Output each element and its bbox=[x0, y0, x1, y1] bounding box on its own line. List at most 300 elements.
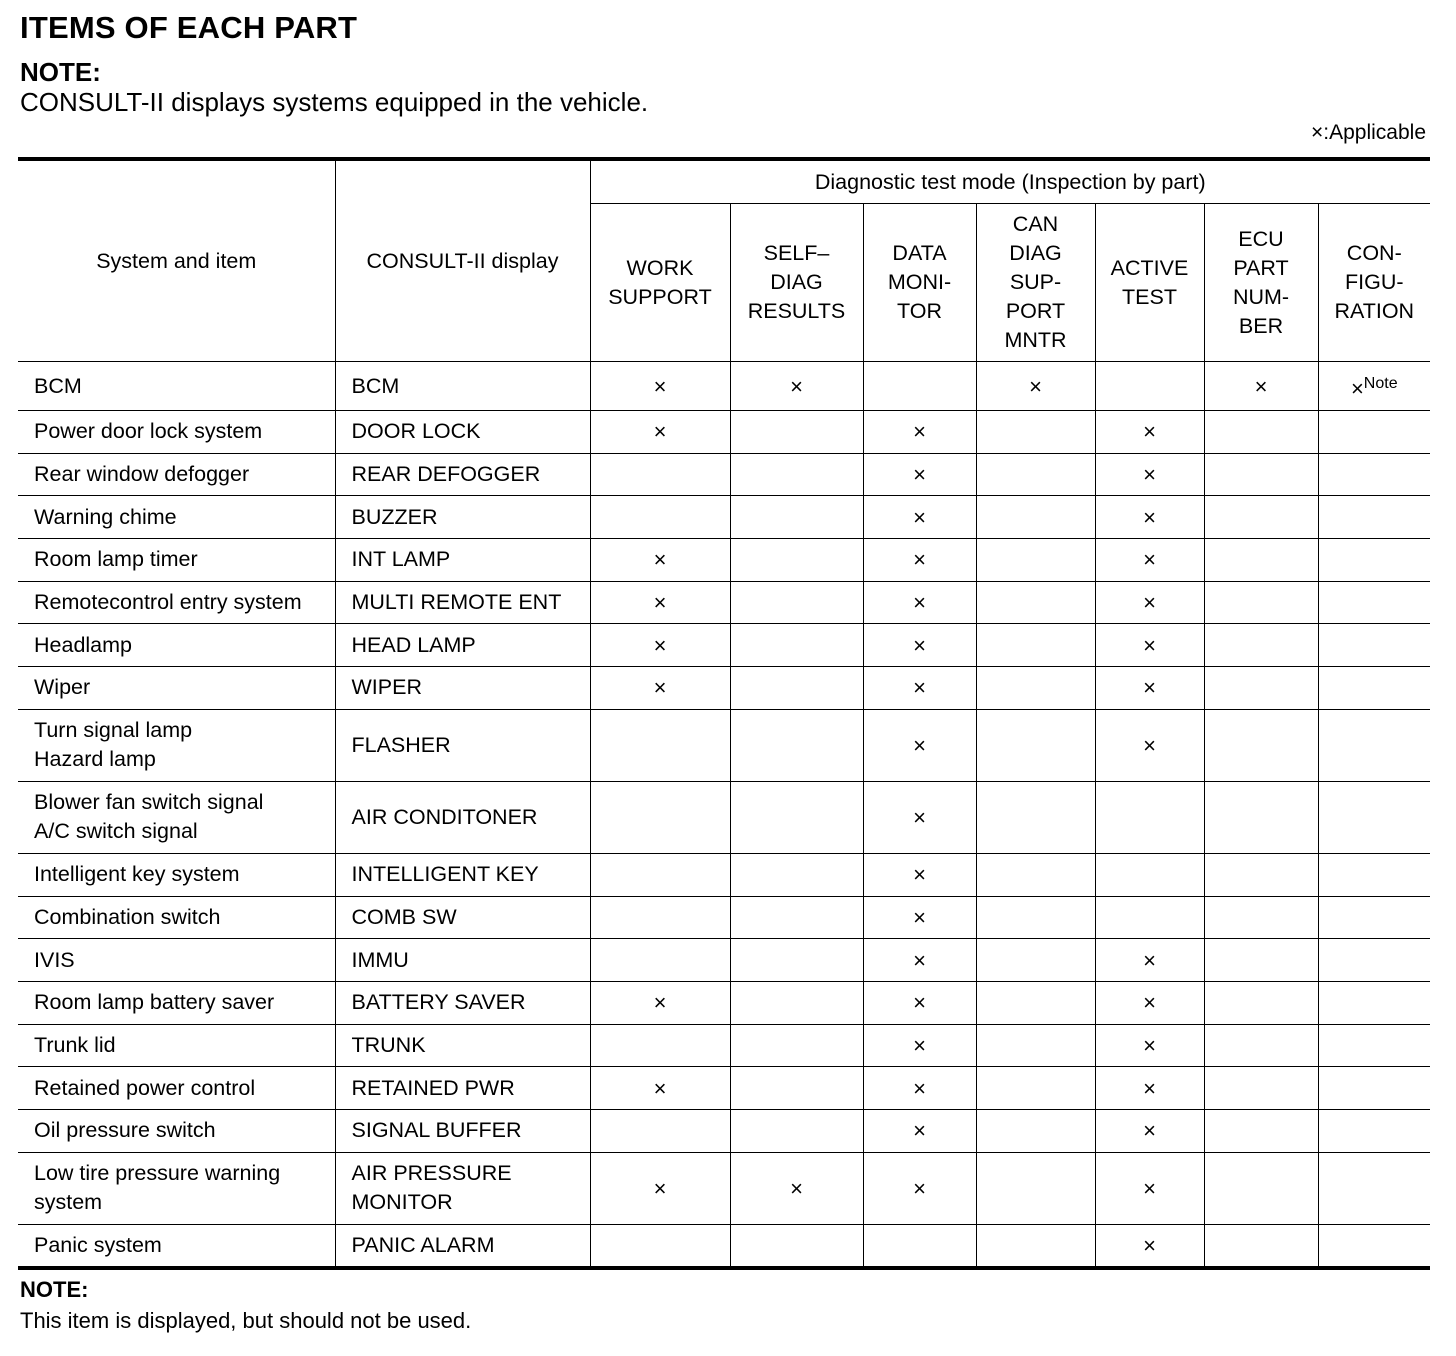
text-line: IMMU bbox=[351, 947, 409, 972]
mark-cell-ecu-part-number bbox=[1204, 453, 1318, 496]
mark-cell-active-test bbox=[1095, 581, 1204, 624]
mark-cell-active-test bbox=[1095, 781, 1204, 853]
text-line: Blower fan switch signal bbox=[34, 790, 264, 815]
text-line: REAR DEFOGGER bbox=[351, 462, 541, 487]
consult-display-cell bbox=[335, 667, 590, 710]
applicable-mark: × bbox=[913, 904, 926, 930]
mark-cell-ecu-part-number bbox=[1204, 539, 1318, 582]
consult-display-cell bbox=[335, 539, 590, 582]
system-item-cell bbox=[18, 939, 335, 982]
mark-cell-can-diag-support-mntr bbox=[976, 781, 1095, 853]
text-line: CON- bbox=[1346, 241, 1402, 265]
system-item-cell bbox=[18, 1152, 335, 1224]
mark-cell-work-support bbox=[590, 624, 730, 667]
mark-cell-configuration bbox=[1318, 781, 1430, 853]
mark-cell-active-test bbox=[1095, 709, 1204, 781]
applicable-mark: × bbox=[653, 990, 667, 1016]
applicable-mark: × bbox=[913, 732, 926, 758]
mark-cell-ecu-part-number bbox=[1204, 496, 1318, 539]
mark-cell-ecu-part-number bbox=[1204, 1224, 1318, 1268]
mark-cell-data-monitor bbox=[863, 1024, 976, 1067]
applicable-mark: × bbox=[913, 675, 926, 701]
header-active-test bbox=[1095, 204, 1204, 362]
mark-cell-data-monitor bbox=[863, 709, 976, 781]
mark-cell-active-test bbox=[1095, 624, 1204, 667]
header-data-monitor bbox=[863, 204, 976, 362]
mark-cell-work-support bbox=[590, 411, 730, 454]
mark-cell-data-monitor bbox=[863, 1224, 976, 1268]
header-work-support bbox=[590, 204, 730, 362]
consult-display-cell bbox=[335, 624, 590, 667]
mark-cell-active-test bbox=[1095, 1109, 1204, 1152]
mark-cell-self-diag-results bbox=[730, 981, 863, 1024]
system-item-cell bbox=[18, 624, 335, 667]
table-row bbox=[18, 539, 1430, 582]
text-line: DIAG bbox=[770, 270, 823, 294]
consult-display-cell bbox=[335, 781, 590, 853]
mark-cell-work-support bbox=[590, 1024, 730, 1067]
applicable-mark: × bbox=[790, 373, 803, 399]
applicable-mark: × bbox=[653, 1075, 667, 1101]
applicable-mark: × bbox=[1143, 675, 1156, 701]
applicable-mark: × bbox=[653, 675, 667, 701]
mark-cell-data-monitor bbox=[863, 496, 976, 539]
table-row bbox=[18, 411, 1430, 454]
mark-cell-ecu-part-number bbox=[1204, 853, 1318, 896]
consult-display-cell bbox=[335, 939, 590, 982]
text-line: DATA bbox=[892, 241, 947, 265]
applicable-mark: × bbox=[913, 1175, 926, 1201]
mark-cell-work-support bbox=[590, 1109, 730, 1152]
text-line: Retained power control bbox=[34, 1075, 256, 1100]
mark-cell-active-test bbox=[1095, 539, 1204, 582]
text-line: TRUNK bbox=[351, 1032, 426, 1057]
text-line: RATION bbox=[1334, 299, 1415, 323]
mark-cell-self-diag-results bbox=[730, 1224, 863, 1268]
applicable-mark: × bbox=[1143, 1232, 1156, 1258]
mark-cell-configuration bbox=[1318, 981, 1430, 1024]
text-line: Trunk lid bbox=[34, 1032, 116, 1057]
consult-display-cell bbox=[335, 709, 590, 781]
applicable-mark: × bbox=[653, 419, 667, 445]
mark-cell-active-test bbox=[1095, 1152, 1204, 1224]
system-item-cell bbox=[18, 981, 335, 1024]
mark-cell-self-diag-results bbox=[730, 581, 863, 624]
text-line: SUPPORT bbox=[608, 284, 712, 309]
text-line: PART bbox=[1233, 255, 1289, 280]
table-row bbox=[18, 981, 1430, 1024]
mark-cell-active-test bbox=[1095, 1067, 1204, 1110]
header-ecu-part-number bbox=[1204, 204, 1318, 362]
mark-cell-self-diag-results bbox=[730, 411, 863, 454]
mark-cell-ecu-part-number bbox=[1204, 362, 1318, 411]
mark-cell-configuration bbox=[1318, 1067, 1430, 1110]
mark-cell-active-test bbox=[1095, 453, 1204, 496]
mark-cell-self-diag-results bbox=[730, 896, 863, 939]
mark-cell-can-diag-support-mntr bbox=[976, 362, 1095, 411]
system-item-cell bbox=[18, 539, 335, 582]
mark-cell-configuration bbox=[1318, 1224, 1430, 1268]
mark-cell-can-diag-support-mntr bbox=[976, 1152, 1095, 1224]
mark-cell-active-test bbox=[1095, 1024, 1204, 1067]
mark-cell-work-support bbox=[590, 496, 730, 539]
applicable-mark: × bbox=[1143, 462, 1156, 488]
mark-cell-self-diag-results bbox=[730, 709, 863, 781]
applicable-mark: × bbox=[1143, 947, 1156, 973]
applicable-mark: × bbox=[653, 373, 667, 399]
applicable-mark: × bbox=[1143, 990, 1156, 1016]
table-row bbox=[18, 1024, 1430, 1067]
text-line: PORT bbox=[1005, 299, 1066, 323]
mark-cell-work-support bbox=[590, 539, 730, 582]
mark-cell-ecu-part-number bbox=[1204, 624, 1318, 667]
text-line: Wiper bbox=[34, 675, 91, 700]
table-row bbox=[18, 781, 1430, 853]
consult-display-cell bbox=[335, 453, 590, 496]
mark-cell-configuration bbox=[1318, 1109, 1430, 1152]
mark-cell-can-diag-support-mntr bbox=[976, 709, 1095, 781]
mark-cell-configuration bbox=[1318, 411, 1430, 454]
table-row bbox=[18, 453, 1430, 496]
applicable-mark: × bbox=[913, 947, 926, 973]
text-line: SIGNAL BUFFER bbox=[351, 1118, 522, 1143]
mark-cell-ecu-part-number bbox=[1204, 709, 1318, 781]
consult-display-cell bbox=[335, 581, 590, 624]
applicable-mark: × bbox=[653, 590, 667, 616]
text-line: SELF– bbox=[763, 241, 830, 265]
mark-cell-data-monitor bbox=[863, 667, 976, 710]
text-line: Room lamp battery saver bbox=[34, 990, 275, 1015]
mark-cell-can-diag-support-mntr bbox=[976, 981, 1095, 1024]
mark-cell-data-monitor bbox=[863, 1067, 976, 1110]
system-item-cell bbox=[18, 781, 335, 853]
mark-cell-ecu-part-number bbox=[1204, 1152, 1318, 1224]
text-line: Hazard lamp bbox=[34, 747, 156, 772]
items-table bbox=[18, 157, 1430, 1270]
applicable-legend: ×:Applicable bbox=[1311, 121, 1426, 144]
text-line: Intelligent key system bbox=[34, 862, 240, 887]
system-item-cell bbox=[18, 853, 335, 896]
mark-cell-ecu-part-number bbox=[1204, 896, 1318, 939]
mark-cell-self-diag-results bbox=[730, 453, 863, 496]
mark-cell-can-diag-support-mntr bbox=[976, 453, 1095, 496]
applicable-mark: × bbox=[1254, 373, 1268, 399]
table-row bbox=[18, 581, 1430, 624]
text-line: RETAINED PWR bbox=[351, 1075, 515, 1100]
applicable-mark: × bbox=[913, 804, 926, 830]
text-line: A/C switch signal bbox=[34, 819, 198, 844]
footer-note-heading: NOTE: bbox=[20, 1277, 89, 1302]
mark-cell-can-diag-support-mntr bbox=[976, 496, 1095, 539]
applicable-mark: × bbox=[1143, 1118, 1156, 1144]
mark-cell-self-diag-results bbox=[730, 1152, 863, 1224]
mark-cell-self-diag-results bbox=[730, 624, 863, 667]
text-line: Remotecontrol entry system bbox=[34, 590, 302, 615]
mark-cell-self-diag-results bbox=[730, 939, 863, 982]
applicable-mark: × bbox=[913, 1032, 926, 1058]
applicable-mark: × bbox=[653, 632, 667, 658]
note-heading: NOTE: bbox=[20, 57, 101, 87]
text-line: NUM- bbox=[1232, 284, 1290, 309]
text-line: Power door lock system bbox=[34, 419, 263, 444]
table-row bbox=[18, 1109, 1430, 1152]
mark-cell-active-test bbox=[1095, 981, 1204, 1024]
mark-cell-work-support bbox=[590, 781, 730, 853]
mark-cell-self-diag-results bbox=[730, 539, 863, 582]
system-item-cell bbox=[18, 581, 335, 624]
mark-cell-active-test bbox=[1095, 411, 1204, 454]
table-row bbox=[18, 624, 1430, 667]
applicable-mark: × bbox=[790, 1175, 803, 1201]
table-row bbox=[18, 362, 1430, 411]
text-line: Warning chime bbox=[34, 504, 177, 529]
mark-cell-self-diag-results bbox=[730, 1109, 863, 1152]
header-can-diag-support-mntr bbox=[976, 204, 1095, 362]
mark-cell-configuration bbox=[1318, 539, 1430, 582]
table-row bbox=[18, 1152, 1430, 1224]
text-line: RESULTS bbox=[747, 299, 846, 323]
consult-display-cell bbox=[335, 362, 590, 411]
mark-cell-work-support bbox=[590, 667, 730, 710]
mark-cell-data-monitor bbox=[863, 581, 976, 624]
applicable-mark: × bbox=[1143, 504, 1156, 530]
mark-cell-ecu-part-number bbox=[1204, 939, 1318, 982]
text-line: BATTERY SAVER bbox=[351, 990, 526, 1015]
mark-cell-work-support bbox=[590, 1067, 730, 1110]
mark-cell-work-support bbox=[590, 853, 730, 896]
mark-cell-active-test bbox=[1095, 853, 1204, 896]
mark-cell-ecu-part-number bbox=[1204, 1024, 1318, 1067]
text-line: PANIC ALARM bbox=[351, 1232, 495, 1257]
applicable-mark: × bbox=[1143, 632, 1156, 658]
mark-cell-work-support bbox=[590, 939, 730, 982]
text-line: MNTR bbox=[1004, 328, 1067, 352]
text-line: Turn signal lamp bbox=[34, 718, 193, 743]
system-item-cell bbox=[18, 709, 335, 781]
applicable-mark: × bbox=[1143, 1032, 1156, 1058]
consult-display-cell bbox=[335, 411, 590, 454]
mark-cell-active-test bbox=[1095, 939, 1204, 982]
mark-cell-can-diag-support-mntr bbox=[976, 624, 1095, 667]
text-line: DIAG bbox=[1009, 241, 1062, 265]
consult-display-cell bbox=[335, 853, 590, 896]
mark-cell-data-monitor bbox=[863, 539, 976, 582]
mark-cell-work-support bbox=[590, 709, 730, 781]
mark-cell-active-test bbox=[1095, 1224, 1204, 1268]
header-self-diag-results bbox=[730, 204, 863, 362]
mark-cell-configuration bbox=[1318, 896, 1430, 939]
header-configuration bbox=[1318, 204, 1430, 362]
mark-cell-data-monitor bbox=[863, 781, 976, 853]
consult-display-cell bbox=[335, 981, 590, 1024]
mark-cell-can-diag-support-mntr bbox=[976, 939, 1095, 982]
text-line: BUZZER bbox=[351, 504, 438, 529]
text-line: AIR CONDITONER bbox=[351, 804, 538, 829]
text-line: Rear window defogger bbox=[34, 462, 250, 487]
mark-cell-can-diag-support-mntr bbox=[976, 581, 1095, 624]
consult-display-cell bbox=[335, 1152, 590, 1224]
system-item-cell bbox=[18, 453, 335, 496]
mark-cell-configuration bbox=[1318, 362, 1430, 411]
text-line: MULTI REMOTE ENT bbox=[351, 590, 562, 615]
mark-cell-self-diag-results bbox=[730, 667, 863, 710]
text-line: Panic system bbox=[34, 1232, 162, 1257]
text-line: BCM bbox=[34, 373, 82, 398]
applicable-mark: × bbox=[913, 504, 926, 530]
consult-display-cell bbox=[335, 1024, 590, 1067]
system-item-cell bbox=[18, 1224, 335, 1268]
mark-cell-work-support bbox=[590, 1224, 730, 1268]
mark-cell-can-diag-support-mntr bbox=[976, 896, 1095, 939]
applicable-mark: × bbox=[1143, 590, 1156, 616]
mark-cell-ecu-part-number bbox=[1204, 1067, 1318, 1110]
text-line: MONITOR bbox=[351, 1190, 453, 1215]
table-row bbox=[18, 1224, 1430, 1268]
text-line: INT LAMP bbox=[351, 547, 451, 572]
mark-cell-active-test bbox=[1095, 362, 1204, 411]
text-line: Combination switch bbox=[34, 904, 221, 929]
text-line: Low tire pressure warning bbox=[34, 1161, 281, 1186]
mark-cell-self-diag-results bbox=[730, 1024, 863, 1067]
applicable-mark: × bbox=[913, 990, 926, 1016]
mark-cell-configuration bbox=[1318, 667, 1430, 710]
table-row bbox=[18, 853, 1430, 896]
table-row bbox=[18, 1067, 1430, 1110]
text-line: BER bbox=[1238, 313, 1284, 338]
mark-cell-active-test bbox=[1095, 496, 1204, 539]
applicable-mark: × bbox=[913, 590, 926, 616]
mark-cell-data-monitor bbox=[863, 1109, 976, 1152]
consult-display-cell bbox=[335, 496, 590, 539]
text-line: FIGU- bbox=[1345, 270, 1404, 294]
text-line: AIR PRESSURE bbox=[351, 1161, 512, 1186]
table-row bbox=[18, 709, 1430, 781]
header-diagnostic-test-mode: Diagnostic test mode (Inspection by part) bbox=[590, 159, 1430, 204]
applicable-mark: × bbox=[913, 462, 926, 488]
mark-cell-configuration bbox=[1318, 453, 1430, 496]
mark-cell-ecu-part-number bbox=[1204, 667, 1318, 710]
text-line: COMB SW bbox=[351, 904, 457, 929]
mark-cell-configuration bbox=[1318, 1024, 1430, 1067]
mark-cell-active-test bbox=[1095, 667, 1204, 710]
applicable-mark: × bbox=[1350, 376, 1364, 401]
system-item-cell bbox=[18, 362, 335, 411]
mark-cell-ecu-part-number bbox=[1204, 781, 1318, 853]
applicable-mark: × bbox=[913, 1118, 926, 1144]
mark-cell-can-diag-support-mntr bbox=[976, 1224, 1095, 1268]
text-line: MONI- bbox=[887, 270, 952, 294]
system-item-cell bbox=[18, 667, 335, 710]
applicable-mark: × bbox=[1143, 1075, 1156, 1101]
mark-cell-can-diag-support-mntr bbox=[976, 411, 1095, 454]
text-line: ACTIVE bbox=[1110, 255, 1189, 280]
mark-cell-can-diag-support-mntr bbox=[976, 1067, 1095, 1110]
text-line: WORK bbox=[626, 255, 694, 280]
mark-cell-ecu-part-number bbox=[1204, 981, 1318, 1024]
text-line: WIPER bbox=[351, 675, 422, 700]
mark-cell-work-support bbox=[590, 581, 730, 624]
mark-cell-data-monitor bbox=[863, 896, 976, 939]
consult-display-cell bbox=[335, 1224, 590, 1268]
applicable-mark: × bbox=[913, 1075, 926, 1101]
header-system-and-item: System and item bbox=[18, 159, 335, 362]
mark-cell-ecu-part-number bbox=[1204, 581, 1318, 624]
mark-cell-data-monitor bbox=[863, 411, 976, 454]
mark-cell-data-monitor bbox=[863, 853, 976, 896]
applicable-mark: × bbox=[1029, 373, 1042, 399]
footer-note-text: This item is displayed, but should not be used. bbox=[20, 1308, 472, 1333]
text-line: TOR bbox=[897, 299, 942, 323]
mark-cell-work-support bbox=[590, 362, 730, 411]
mark-cell-self-diag-results bbox=[730, 362, 863, 411]
applicable-mark: × bbox=[913, 632, 926, 658]
mark-cell-can-diag-support-mntr bbox=[976, 1024, 1095, 1067]
text-line: Headlamp bbox=[34, 632, 132, 657]
mark-cell-work-support bbox=[590, 1152, 730, 1224]
mark-cell-configuration bbox=[1318, 624, 1430, 667]
system-item-cell bbox=[18, 411, 335, 454]
mark-cell-ecu-part-number bbox=[1204, 1109, 1318, 1152]
consult-display-cell bbox=[335, 1067, 590, 1110]
text-line: SUP- bbox=[1009, 270, 1062, 294]
note-text: CONSULT-II displays systems equipped in the vehicle. bbox=[20, 87, 649, 117]
applicable-mark: × bbox=[1143, 547, 1156, 573]
mark-cell-self-diag-results bbox=[730, 496, 863, 539]
mark-cell-configuration bbox=[1318, 1152, 1430, 1224]
system-item-cell bbox=[18, 496, 335, 539]
text-line: Oil pressure switch bbox=[34, 1118, 216, 1143]
text-line: INTELLIGENT KEY bbox=[351, 862, 539, 887]
applicable-mark: × bbox=[653, 1175, 667, 1201]
system-item-cell bbox=[18, 1109, 335, 1152]
mark-cell-configuration bbox=[1318, 581, 1430, 624]
mark-cell-data-monitor bbox=[863, 453, 976, 496]
mark-cell-active-test bbox=[1095, 896, 1204, 939]
text-line: HEAD LAMP bbox=[351, 632, 476, 657]
mark-cell-data-monitor bbox=[863, 362, 976, 411]
table-row bbox=[18, 896, 1430, 939]
applicable-mark: × bbox=[653, 547, 667, 573]
mark-cell-work-support bbox=[590, 981, 730, 1024]
mark-cell-data-monitor bbox=[863, 981, 976, 1024]
table-row bbox=[18, 667, 1430, 710]
mark-cell-can-diag-support-mntr bbox=[976, 853, 1095, 896]
mark-cell-work-support bbox=[590, 896, 730, 939]
mark-cell-self-diag-results bbox=[730, 781, 863, 853]
text-line: system bbox=[34, 1190, 103, 1215]
page-title: ITEMS OF EACH PART bbox=[20, 10, 358, 45]
mark-cell-self-diag-results bbox=[730, 853, 863, 896]
applicable-mark: × bbox=[913, 547, 926, 573]
mark-cell-work-support bbox=[590, 453, 730, 496]
mark-cell-can-diag-support-mntr bbox=[976, 1109, 1095, 1152]
applicable-mark: × bbox=[1143, 419, 1156, 445]
mark-cell-configuration bbox=[1318, 853, 1430, 896]
text-line: CAN bbox=[1012, 212, 1059, 236]
system-item-cell bbox=[18, 1067, 335, 1110]
mark-cell-self-diag-results bbox=[730, 1067, 863, 1110]
mark-cell-can-diag-support-mntr bbox=[976, 667, 1095, 710]
system-item-cell bbox=[18, 896, 335, 939]
text-line: BCM bbox=[351, 373, 400, 398]
applicable-mark: × bbox=[1143, 1175, 1156, 1201]
text-line: Room lamp timer bbox=[34, 547, 198, 572]
text-line: ECU bbox=[1238, 226, 1284, 251]
applicable-mark: × bbox=[913, 419, 926, 445]
table-row bbox=[18, 496, 1430, 539]
text-line: FLASHER bbox=[351, 732, 451, 757]
applicable-mark: × bbox=[913, 862, 926, 888]
